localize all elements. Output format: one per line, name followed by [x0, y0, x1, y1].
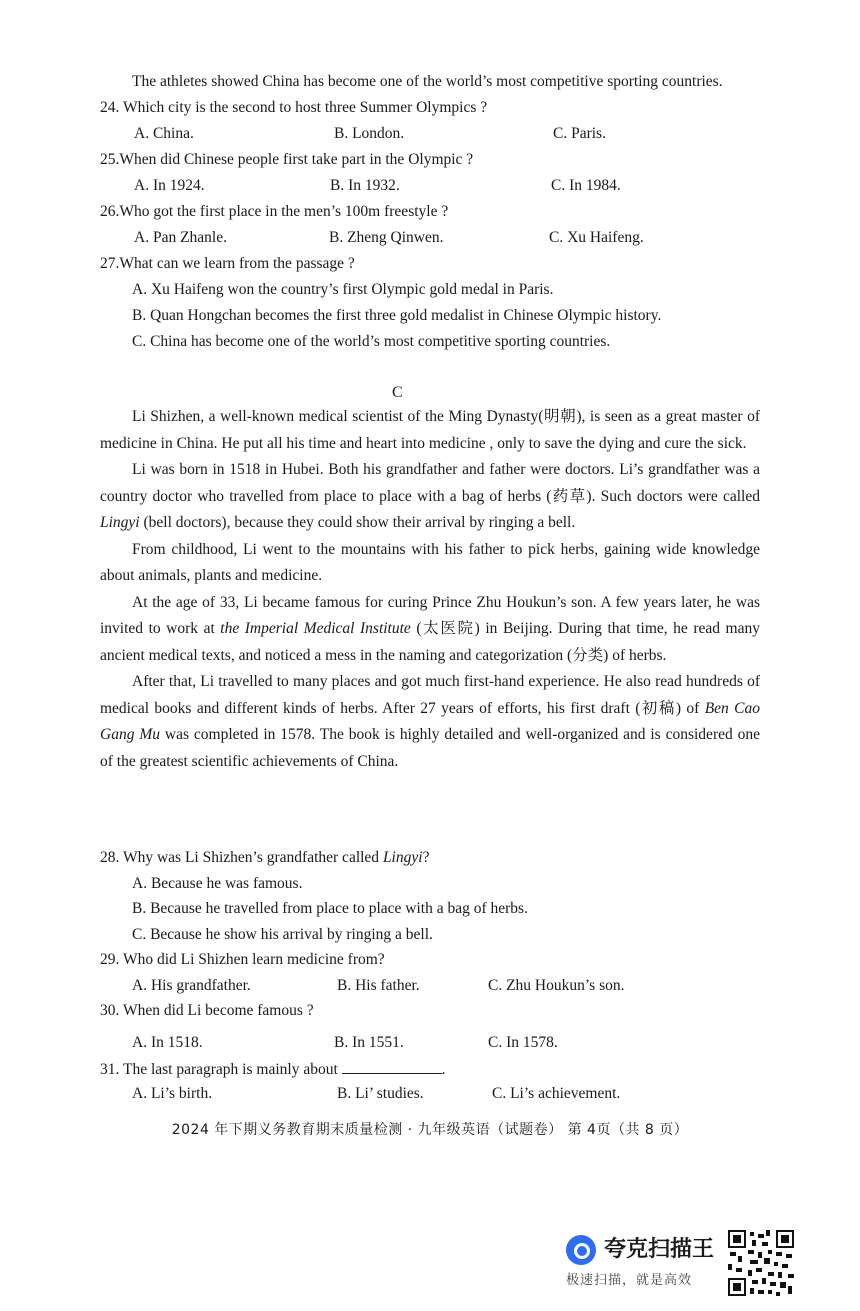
question-31-end: . [441, 1061, 446, 1078]
answer-blank [342, 1059, 442, 1074]
question-26-option-c: C. Xu Haifeng. [549, 229, 644, 246]
scanner-watermark [566, 1235, 726, 1291]
passage-c-p5-text-end: was completed in 1578. The book is highly detailed and well-organized and is considered one of the greatest scientific achievements of China. [100, 726, 760, 770]
passage-c-paragraph-5 [100, 669, 760, 775]
question-30-option-b: B. In 1551. [334, 1034, 404, 1051]
question-25-option-c: C. In 1984. [551, 177, 621, 194]
question-24-option-c: C. Paris. [553, 125, 606, 142]
section-c-heading: C [392, 384, 403, 401]
question-29-option-c: C. Zhu Houkun’s son. [488, 977, 625, 994]
question-28-option-c: C. Because he show his arrival by ringing a bell. [132, 926, 433, 943]
scanner-slogan: 极速扫描，就是高效 [566, 1273, 693, 1288]
question-31-option-c: C. Li’s achievement. [492, 1085, 621, 1102]
question-30-option-a: A. In 1518. [132, 1034, 203, 1051]
scanner-brand-name: 夸克扫描王 [604, 1237, 715, 1262]
question-28-term: Lingyi [382, 849, 423, 866]
passage-c-paragraph-3: From childhood, Li went to the mountains with his father to pick herbs, gaining wide knowledge about animals, plants and medicine. [100, 540, 760, 584]
question-27-option-a: A. Xu Haifeng won the country’s first Olympic gold medal in Paris. [132, 281, 554, 298]
passage-c-p2-text: Li was born in 1518 in Hubei. Both his grandfather and father were doctors. Li’s grandfather was a country doctor who travelled from place to place with a bag of herbs (药草). Such doctors were called [100, 461, 760, 505]
question-28-option-b: B. Because he travelled from place to place with a bag of herbs. [132, 900, 528, 917]
passage-c-paragraph-2 [100, 457, 760, 537]
passage-b-last-line: The athletes showed China has become one of the world’s most competitive sporting countries. [132, 73, 723, 90]
question-31-option-b: B. Li’ studies. [337, 1085, 424, 1102]
question-27-option-b: B. Quan Hongchan becomes the first three gold medalist in Chinese Olympic history. [132, 307, 662, 324]
passage-c-p4-text: At the age of 33, Li became famous for curing Prince Zhu Houkun’s son. A few years later, he was invited to work at [100, 593, 760, 637]
question-25-option-a: A. In 1924. [134, 177, 205, 194]
scanner-logo-icon [566, 1235, 596, 1265]
question-24-option-b: B. London. [334, 125, 405, 142]
passage-c [100, 404, 760, 775]
question-31-option-a: A. Li’s birth. [132, 1085, 213, 1102]
passage-c-p2-term: Lingyi [100, 514, 140, 531]
question-25: 25.When did Chinese people first take part in the Olympic ? [100, 151, 474, 168]
page-footer: 2024 年下期义务教育期末质量检测 · 九年级英语（试题卷） 第 4页（共 8 页） [171, 1122, 689, 1138]
question-27-option-c: C. China has become one of the world’s most competitive sporting countries. [132, 333, 611, 350]
question-28-text: 28. Why was Li Shizhen’s grandfather called [100, 849, 383, 866]
question-29-option-b: B. His father. [337, 977, 420, 994]
question-28-mark: ? [422, 849, 430, 866]
question-28 [100, 848, 429, 868]
passage-c-p4-text-end: (太医院) in Beijing. During that time, he read many ancient medical texts, and noticed a mess in the naming and categorization (分类) of herbs. [100, 620, 760, 664]
question-25-option-b: B. In 1932. [330, 177, 400, 194]
question-31-text: 31. The last paragraph is mainly about [100, 1061, 338, 1078]
passage-c-p2-text-end: (bell doctors), because they could show their arrival by ringing a bell. [139, 514, 576, 531]
passage-c-p4-term: the Imperial Medical Institute [220, 620, 411, 637]
question-29: 29. Who did Li Shizhen learn medicine from? [100, 951, 385, 968]
question-27: 27.What can we learn from the passage ? [100, 255, 355, 272]
question-26-option-a: A. Pan Zhanle. [134, 229, 227, 246]
question-31 [100, 1059, 446, 1080]
passage-c-p5-title: Ben Cao Gang Mu [100, 699, 761, 743]
question-30: 30. When did Li become famous ? [100, 1002, 314, 1019]
passage-c-paragraph-4 [100, 590, 760, 670]
passage-c-paragraph-1: Li Shizhen, a well-known medical scientist of the Ming Dynasty(明朝), is seen as a great master of medicine in China. He put all his time and heart into medicine , only to save the dying and cure the sick. [100, 408, 760, 452]
passage-c-p5-text: After that, Li travelled to many places and got much first-hand experience. He also read hundreds of medical books and different kinds of herbs. After 27 years of efforts, his first draft (初稿) of [100, 673, 760, 717]
question-29-option-a: A. His grandfather. [132, 977, 251, 994]
qr-code-icon [728, 1230, 794, 1296]
question-28-option-a: A. Because he was famous. [132, 875, 303, 892]
question-26: 26.Who got the first place in the men’s 100m freestyle ? [100, 203, 449, 220]
question-24-option-a: A. China. [134, 125, 194, 142]
question-26-option-b: B. Zheng Qinwen. [329, 229, 444, 246]
question-24: 24. Which city is the second to host three Summer Olympics ? [100, 99, 488, 116]
question-30-option-c: C. In 1578. [488, 1034, 558, 1051]
